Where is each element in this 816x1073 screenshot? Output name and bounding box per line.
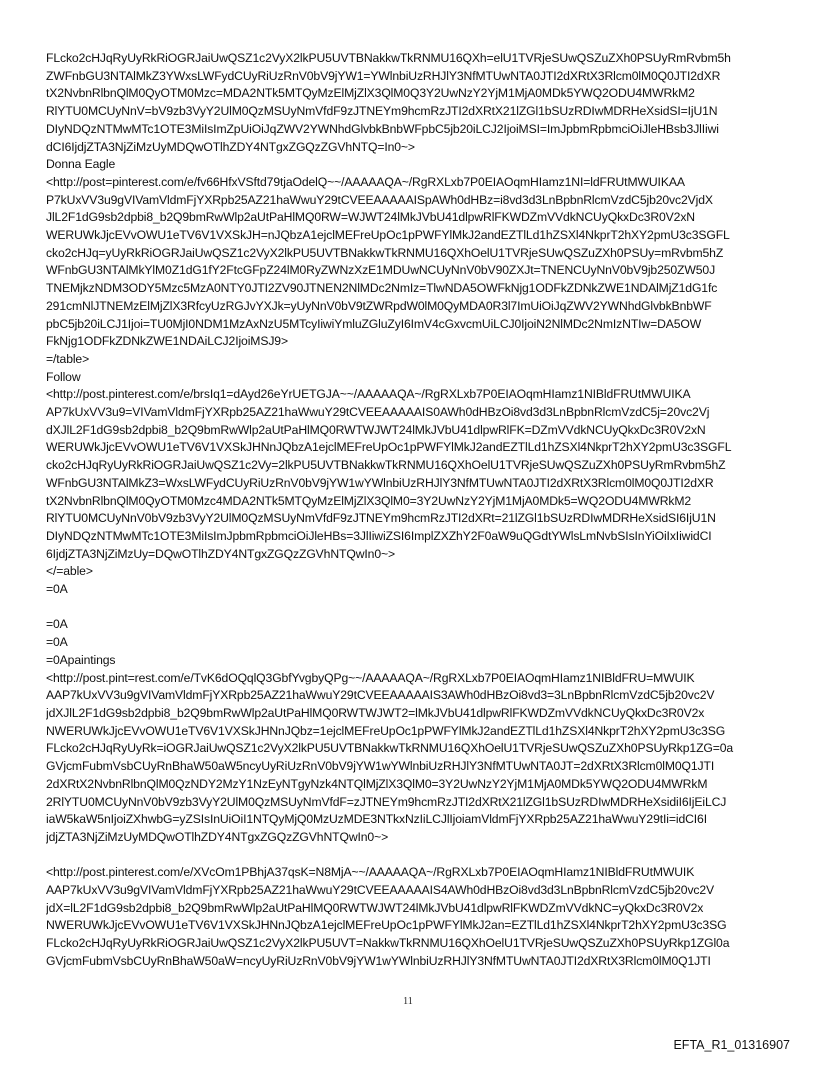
text-line: tX2NvbnRlbnQlM0QyOTM0Mzc4MDA2NTk5MTQyMzElMjZlX3QlM0=3Y2UwNzY2YjM1MjA0MDk5=WQ2ODU4MWRkM2: [46, 493, 692, 508]
text-line: JlL2F1dG9sb2dpbi8_b2Q9bmRwWlp2aUtPaHlMQ0RW=WJWT24lMkJVbU41dlpwRlFKWDZmVVdkNCUyQkxDc3R0V2xN: [46, 210, 695, 225]
text-line: =/table>: [46, 351, 90, 366]
text-line: RlYTU0MCUyNnV0bV9zb3VyY2UlM0QzMSUyNmVfdF9zJTNEYm9hcmRzJTI2dXRt=21lZGl1bSUzRDIwMDRHeXsidSI6IjU1N: [46, 511, 716, 526]
text-line: jdX=lL2F1dG9sb2dpbi8_b2Q9bmRwWlp2aUtPaHlMQ0RWTWJWT24lMkJVbU41dlpwRlFKWDZmVVdkNC=yQkxDc3R0V2x: [46, 900, 704, 915]
email-body-text: [46, 50, 772, 971]
text-line: 2RlYTU0MCUyNnV0bV9zb3VyY2UlM0QzMSUyNmVfdF=zJTNEYm9hcmRzJTI2dXRtX21lZGl1bSUzRDIwMDRHeXsidiI6IjEiLCJ: [46, 794, 727, 809]
text-line: cko2cHJqRyUyRkRiOGRJaiUwQSZ1c2Vy=2lkPU5UVTBNakkwTkRNMU16QXhOelU1TVRjeSUwQSZuZXh0PSUyRmRvbm5hZ: [46, 458, 726, 473]
text-line: FLcko2cHJqRyUyRkRiOGRJaiUwQSZ1c2VyX2lkPU5UVT=NakkwTkRNMU16QXhOelU1TVRjeSUwQSZuZXh0PSUyRkp1ZGl0a: [46, 936, 730, 951]
text-line: FLcko2cHJqRyUyRk=iOGRJaiUwQSZ1c2VyX2lkPU5UVTBNakkwTkRNMU16QXhOelU1TVRjeSUwQSZuZXh0PSUyRkp1ZG=0a: [46, 741, 734, 756]
text-line: WERUWkJjcEVvOWU1eTV6V1VXSkJH=nJQbzA1ejclMEFreUpOc1pPWFYlMkJ2andEZTlLd1hZSXl4NkprT2hXY2pmU3c3SGFL: [46, 228, 730, 243]
text-line: AAP7kUxVV3u9gVIVamVldmFjYXRpb25AZ21haWwuY29tCVEEAAAAAIS4AWh0dHBzOi8vd3d3LnBpbnRlcmVzdC5jb20vc2V: [46, 883, 715, 898]
text-line: 291cmNlJTNEMzElMjZlX3RfcyUzRGJvYXJk=yUyNnV0bV9tZWRpdW0lM0QyMDA0R3l7ImUiOiJqZWV2YWNhdGlvbkBnbWF: [46, 298, 712, 313]
text-line: DIyNDQzNTMwMTc1OTE3MiIsImJpbmRpbmciOiJleHBs=3JlIiwiZSI6ImplZXZhY2F0aW9uQGdtYWlsLmNvbSIsInYiOiIxIiwidCI: [46, 528, 712, 543]
text-line: <http://post.pinterest.com/e/XVcOm1PBhjA37qsK=N8MjA~~/AAAAAQA~/RgRXLxb7P0EIAOqmHIamz1NIBldFRUtMWUIK: [46, 865, 695, 880]
text-line: DIyNDQzNTMwMTc1OTE3MiIsImZpUiOiJqZWV2YWNhdGlvbkBnbWFpbC5jb20iLCJ2IjoiMSI=ImJpbmRpbmciOiJleHBsb3JlIiwi: [46, 121, 719, 136]
text-line: <http://post.pint=rest.com/e/TvK6dOQqlQ3GbfYvgbyQPg~~/AAAAAQA~/RgRXLxb7P0EIAOqmHIamz1NIBldFRU=MWUIK: [46, 670, 695, 685]
text-line: </=able>: [46, 564, 93, 579]
text-line: NWERUWkJjcEVvOWU1eTV6V1VXSkJHNnJQbz=1ejclMEFreUpOc1pPWFYlMkJ2andEZTlLd1hZSXl4NkprT2hXY2pmU3c3SG: [46, 723, 726, 738]
text-line: 2dXRtX2NvbnRlbnQlM0QzNDY2MzY1NzEyNTgyNzk4NTQlMjZlX3QlM0=3Y2UwNzY2YjM1MjA0MDk5YWQ2ODU4MWRkM: [46, 776, 708, 791]
text-line: AP7kUxVV3u9=VIVamVldmFjYXRpb25AZ21haWwuY29tCVEEAAAAAIS0AWh0dHBzOi8vd3d3LnBpbnRlcmVzdC5j=20vc2Vj: [46, 405, 710, 420]
text-line: <http://post=pinterest.com/e/fv66HfxVSftd79tjaOdelQ~~/AAAAAQA~/RgRXLxb7P0EIAOqmHIamz1NI=ldFRUtMWUIKAA: [46, 174, 685, 189]
text-line: tX2NvbnRlbnQlM0QyOTM0Mzc=MDA2NTk5MTQyMzElMjZlX3QlM0Q3Y2UwNzY2YjM1MjA0MDk5YWQ2ODU4MWRkM2: [46, 86, 695, 101]
text-line: [46, 847, 772, 865]
text-line: Donna Eagle: [46, 157, 116, 172]
text-line: P7kUxVV3u9gVIVamVldmFjYXRpb25AZ21haWwuY29tCVEEAAAAAISpAWh0dHBz=i8vd3d3LnBpbnRlcmVzdC5jb20vc2VjdX: [46, 192, 713, 207]
text-line: WFnbGU3NTAlMkZ3=WxsLWFydCUyRiUzRnV0bV9jYW1wYWlnbiUzRHJlY3NfMTUwNTA0JTI2dXRtX3Rlcm0lM0Q0JTI2dXR: [46, 475, 714, 490]
text-line: pbC5jb20iLCJ1Ijoi=TU0MjI0NDM1MzAxNzU5MTcyIiwiYmluZGluZyI6ImV4cGxvcmUiLCJ0IjoiN2NlMDc2NmIzNTIw=DA5OW: [46, 316, 702, 331]
page-number: 11: [403, 996, 413, 1007]
text-line: =0A: [46, 582, 68, 597]
text-line: cko2cHJq=yUyRkRiOGRJaiUwQSZ1c2VyX2lkPU5UVTBNakkwTkRNMU16QXhOelU1TVRjeSUwQSZuZXh0PSUy=mRvbm5hZ: [46, 245, 724, 260]
text-line: RlYTU0MCUyNnV=bV9zb3VyY2UlM0QzMSUyNmVfdF9zJTNEYm9hcmRzJTI2dXRtX21lZGl1bSUzRDIwMDRHeXsidSI=IjU1N: [46, 104, 718, 119]
text-line: TNEMjkzNDM3ODY5Mzc5MzA0NTY0JTI2ZV90JTNEN2NlMDc2NmIz=TlwNDA5OWFkNjg1ODFkZDNkZWE1NDAlMjZ1dG1fc: [46, 281, 718, 296]
text-line: dXJlL2F1dG9sb2dpbi8_b2Q9bmRwWlp2aUtPaHlMQ0RWTWJWT24lMkJVbU41dlpwRlFK=DZmVVdkNCUyQkxDc3R0V2xN: [46, 422, 706, 437]
text-line: iaW5kaW5nIjoiZXhwbG=yZSIsInUiOiI1NTQyMjQ0MzUzMDE3NTkxNzIiLCJlIjoiamVldmFjYXRpb25AZ21haWwuY29tIi=idCI6I: [46, 812, 707, 827]
text-line: WERUWkJjcEVvOWU1eTV6V1VXSkJHNnJQbzA1ejclMEFreUpOc1pPWFYlMkJ2andEZTlLd1hZSXl4NkprT2hXY2pmU3c3SGFL: [46, 440, 732, 455]
text-line: GVjcmFubmVsbCUyRnBhaW50aW=ncyUyRiUzRnV0bV9jYW1wYWlnbiUzRHJlY3NfMTUwNTA0JTI2dXRtX3Rlcm0lM0Q1JTI: [46, 953, 711, 968]
text-line: 6IjdjZTA3NjZiMzUy=DQwOTlhZDY4NTgxZGQzZGVhNTQwIn0~>: [46, 546, 395, 561]
text-line: =0Apaintings: [46, 652, 116, 667]
text-line: <http://post.pinterest.com/e/brsIq1=dAyd26eYrUETGJA~~/AAAAAQA~/RgRXLxb7P0EIAOqmHIamz1NIBldFRUtMWUIKA: [46, 387, 691, 402]
text-line: Follow: [46, 369, 81, 384]
text-line: jdXJlL2F1dG9sb2dpbi8_b2Q9bmRwWlp2aUtPaHlMQ0RWTWJWT2=lMkJVbU41dlpwRlFKWDZmVVdkNCUyQkxDc3R0V2x: [46, 706, 705, 720]
text-line: =0A: [46, 617, 68, 632]
text-line: =0A: [46, 635, 68, 650]
document-id: EFTA_R1_01316907: [673, 1038, 790, 1052]
text-line: FLcko2cHJqRyUyRkRiOGRJaiUwQSZ1c2VyX2lkPU5UVTBNakkwTkRNMU16QXh=elU1TVRjeSUwQSZuZXh0PSUyRmRvbm5h: [46, 51, 731, 65]
text-line: jdjZTA3NjZiMzUyMDQwOTlhZDY4NTgxZGQzZGVhNTQwIn0~>: [46, 829, 389, 844]
text-line: NWERUWkJjcEVvOWU1eTV6V1VXSkJHNnJQbzA1ejclMEFreUpOc1pPWFYlMkJ2an=EZTlLd1hZSXl4NkprT2hXY2pmU3c3SG: [46, 918, 727, 933]
text-line: AAP7kUxVV3u9gVIVamVldmFjYXRpb25AZ21haWwuY29tCVEEAAAAAIS3AWh0dHBzOi8vd3=3LnBpbnRlcmVzdC5jb20vc2V: [46, 688, 715, 703]
text-line: [46, 599, 772, 617]
text-line: GVjcmFubmVsbCUyRnBhaW50aW5ncyUyRiUzRnV0bV9jYW1wYWlnbiUzRHJlY3NfMTUwNTA0JT=2dXRtX3Rlcm0lM0Q1JTI: [46, 759, 715, 774]
text-line: ZWFnbGU3NTAlMkZ3YWxsLWFydCUyRiUzRnV0bV9jYW1=YWlnbiUzRHJlY3NfMTUwNTA0JTI2dXRtX3Rlcm0lM0Q0JTI2dXR: [46, 68, 721, 83]
text-line: WFnbGU3NTAlMkYlM0Z1dG1fY2FtcGFpZ24lM0RyZWNzXzE1MDUwNCUyNnV0bV90ZXJt=TNENCUyNnV0bV9jb250ZW50J: [46, 263, 716, 278]
text-line: dCI6IjdjZTA3NjZiMzUyMDQwOTlhZDY4NTgxZGQzZGVhNTQ=In0~>: [46, 139, 415, 154]
text-line: FkNjg1ODFkZDNkZWE1NDAiLCJ2IjoiMSJ9>: [46, 334, 288, 349]
